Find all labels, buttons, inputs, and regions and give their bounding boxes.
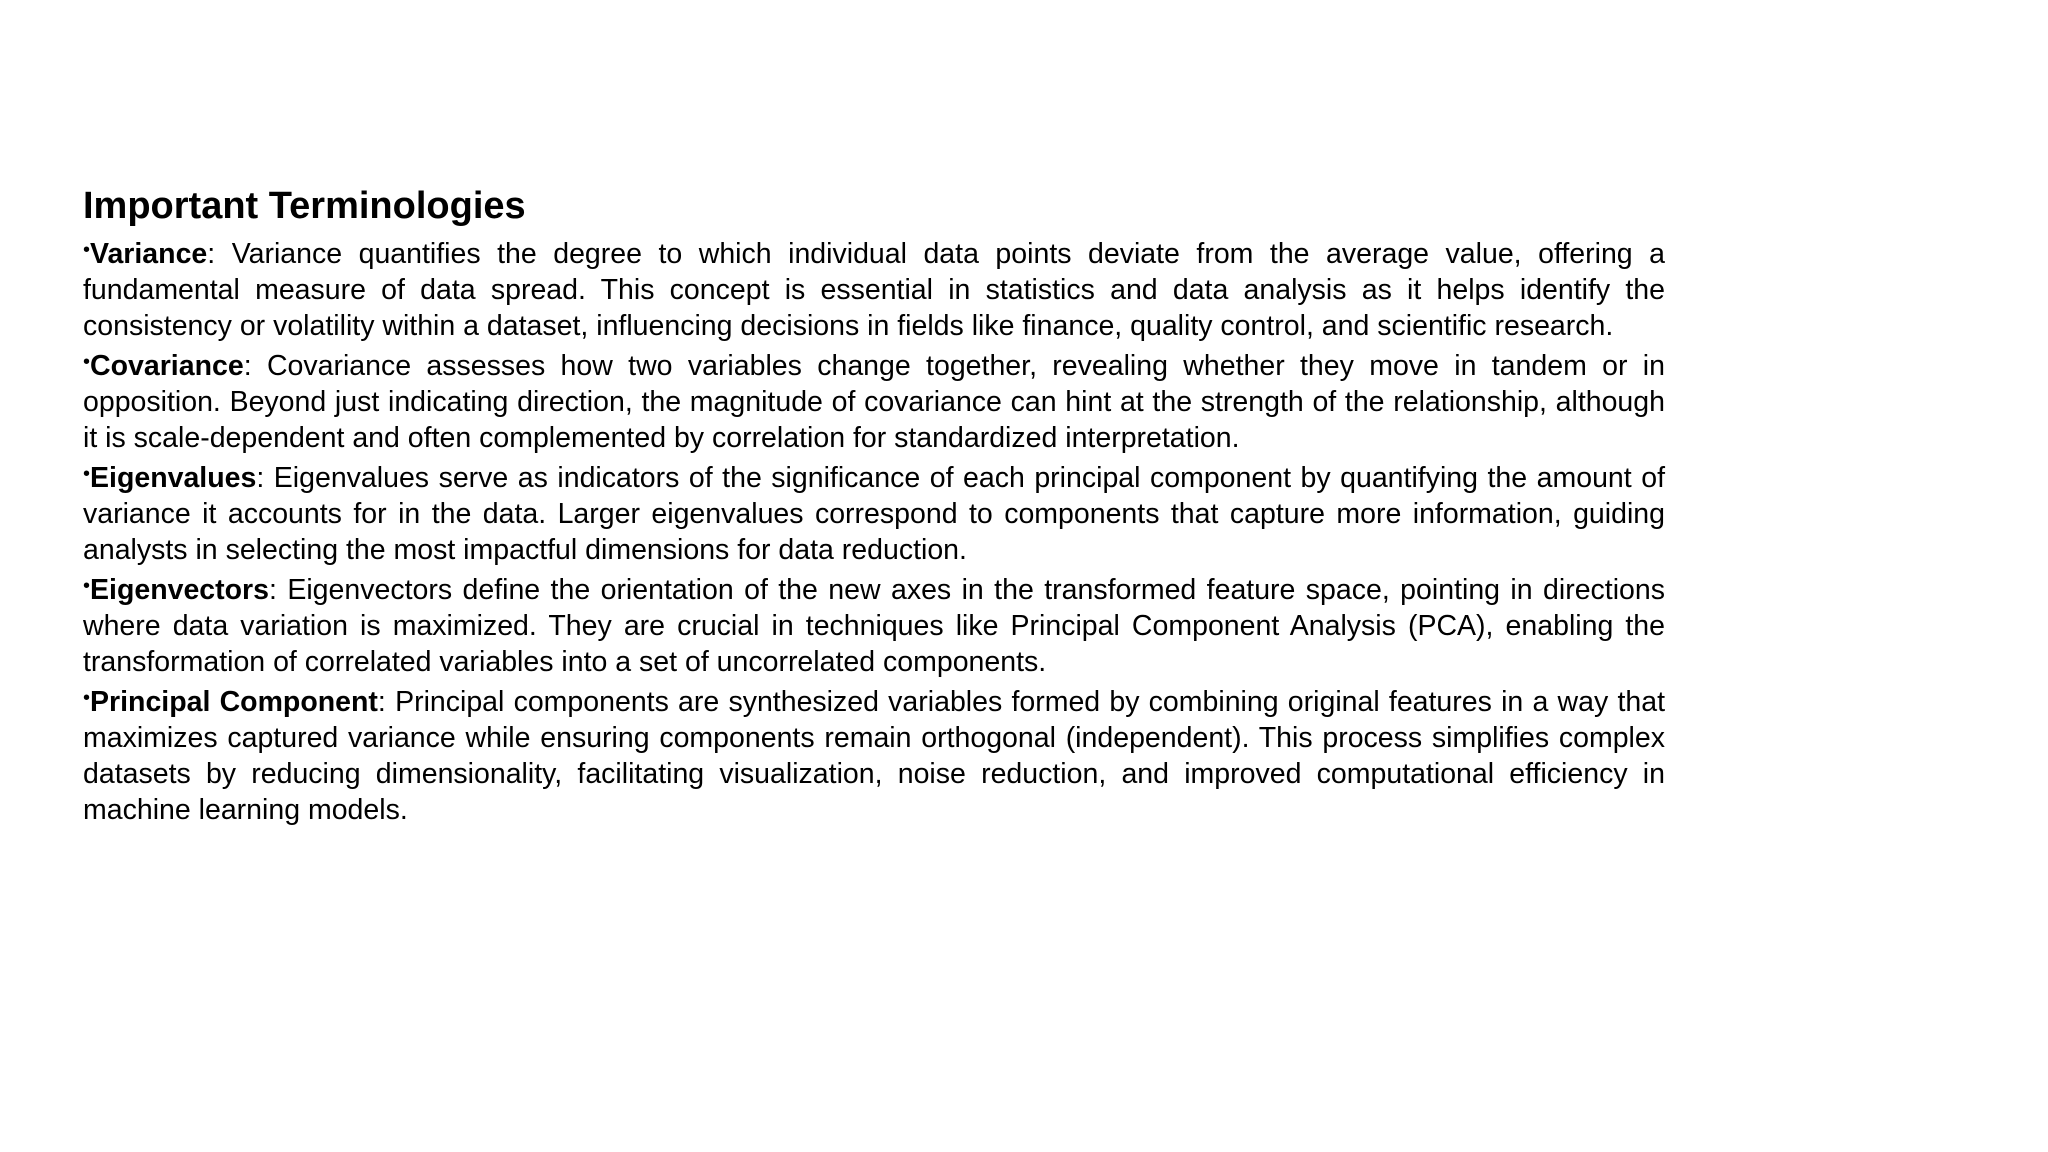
slide-content — [83, 182, 1665, 828]
term-separator: : — [243, 350, 267, 382]
bullet-icon: • — [83, 463, 91, 485]
term-principal-component — [83, 680, 1665, 828]
term-definition: Principal components are synthesized variables formed by combining original features in a way that maximizes captured variance while ensuring components remain orthogonal (independent). This process simplifies complex datasets by reducing dimensionality, facilitating visualization, noise reduction, and improved computational efficiency in machine learning models. — [83, 686, 1665, 826]
term-eigenvalues — [83, 456, 1665, 568]
term-definition: Eigenvectors define the orientation of the new axes in the transformed feature space, pointing in directions where data variation is maximized. They are crucial in techniques like Principal Component Analysis (PCA), enabling the transformation of correlated variables into a set of uncorrelated components. — [83, 574, 1665, 678]
bullet-icon: • — [83, 575, 91, 597]
term-definition: Covariance assesses how two variables change together, revealing whether they move in tandem or in opposition. Beyond just indicating direction, the magnitude of covariance can hint at the strength of the relationship, although it is scale-dependent and often complemented by correlation for standardized interpretation. — [83, 350, 1665, 454]
term-definition: Eigenvalues serve as indicators of the significance of each principal component by quantifying the amount of variance it accounts for in the data. Larger eigenvalues correspond to components that capture more information, guiding analysts in selecting the most impactful dimensions for data reduction. — [83, 462, 1665, 566]
term-separator: : — [377, 686, 396, 718]
term-name: Covariance — [90, 350, 244, 382]
term-definition: Variance quantifies the degree to which individual data points deviate from the average value, offering a fundamental measure of data spread. This concept is essential in statistics and data analysis as it helps identify the consistency or volatility within a dataset, influencing decisions in fields like finance, quality control, and scientific research. — [83, 238, 1665, 342]
bullet-icon: • — [83, 351, 91, 373]
slide-title: Important Terminologies — [83, 185, 526, 227]
term-separator: : — [256, 462, 274, 494]
term-eigenvectors — [83, 568, 1665, 680]
term-name: Eigenvectors — [90, 574, 270, 606]
bullet-icon: • — [83, 239, 91, 261]
term-name: Variance — [90, 238, 208, 270]
term-separator: : — [269, 574, 288, 606]
term-name: Eigenvalues — [90, 462, 257, 494]
term-variance — [83, 232, 1665, 344]
term-name: Principal Component — [90, 686, 378, 718]
term-covariance — [83, 344, 1665, 456]
term-separator: : — [207, 238, 232, 270]
bullet-icon: • — [83, 687, 91, 709]
